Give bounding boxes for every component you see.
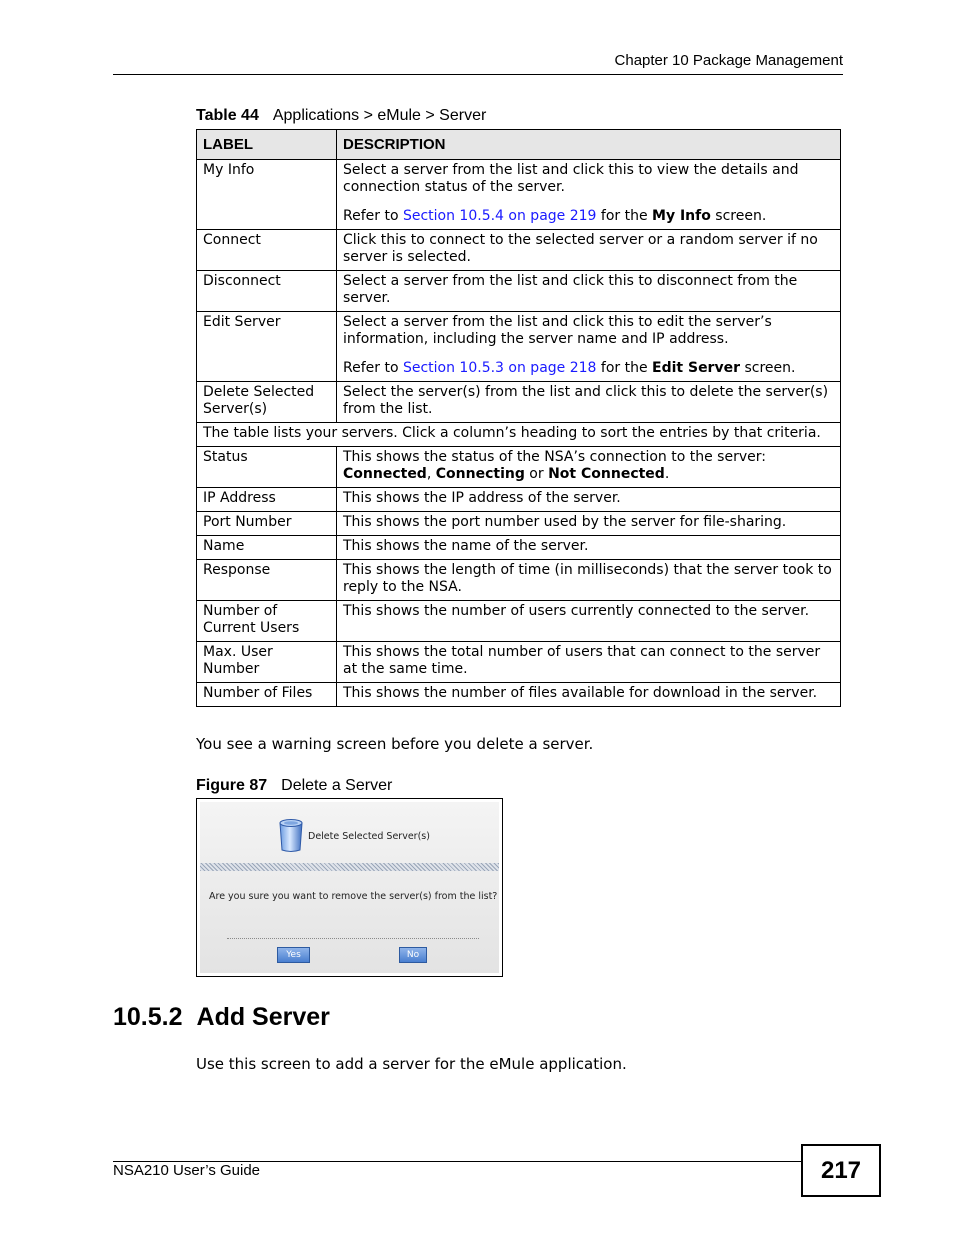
section-link-10-5-4[interactable]: Section 10.5.4 on page 219 bbox=[402, 208, 597, 224]
trash-can-icon bbox=[278, 817, 304, 853]
warning-paragraph: You see a warning screen before you delete a server. bbox=[196, 735, 594, 753]
row-description-text: Select a server from the list and click this to view the details and connection status of the server. bbox=[343, 162, 799, 195]
table-row bbox=[197, 160, 841, 230]
table-span-row bbox=[197, 423, 841, 447]
table-caption-label: Table 44 bbox=[196, 107, 259, 124]
row-label: Edit Server bbox=[197, 312, 337, 382]
row-description: Select the server(s) from the list and click this to delete the server(s) from the list. bbox=[337, 382, 841, 423]
status-desc-text: This shows the status of the NSA’s connection to the server: bbox=[343, 449, 766, 465]
table-caption bbox=[196, 107, 486, 125]
row-description: This shows the total number of users that can connect to the server at the same time. bbox=[337, 642, 841, 683]
dialog-question: Are you sure you want to remove the server(s) from the list? bbox=[209, 891, 498, 902]
dialog-separator bbox=[227, 938, 479, 939]
page-header bbox=[113, 50, 843, 75]
figure-caption bbox=[196, 777, 392, 795]
section-body: Use this screen to add a server for the eMule application. bbox=[196, 1055, 627, 1073]
ref-prefix: Refer to bbox=[343, 360, 403, 376]
description-table bbox=[196, 129, 841, 707]
row-description: Click this to connect to the selected server or a random server if no server is selected. bbox=[337, 230, 841, 271]
ref-prefix: Refer to bbox=[343, 208, 403, 224]
row-label: Number of Files bbox=[197, 683, 337, 707]
section-number: 10.5.2 bbox=[113, 1003, 183, 1031]
status-sep: , bbox=[426, 466, 436, 482]
row-label: Connect bbox=[197, 230, 337, 271]
row-description: This shows the number of users currently connected to the server. bbox=[337, 601, 841, 642]
description-column-header: DESCRIPTION bbox=[337, 130, 841, 160]
row-reference bbox=[343, 208, 834, 225]
dialog-title: Delete Selected Server(s) bbox=[308, 831, 430, 842]
table-row bbox=[197, 312, 841, 382]
table-row bbox=[197, 512, 841, 536]
section-title-text: Add Server bbox=[196, 1003, 330, 1031]
row-label: Delete Selected Server(s) bbox=[197, 382, 337, 423]
no-button[interactable]: No bbox=[399, 947, 427, 963]
chapter-title: Chapter 10 Package Management bbox=[614, 52, 843, 69]
delete-server-dialog bbox=[200, 802, 499, 973]
table-row bbox=[197, 382, 841, 423]
table-row bbox=[197, 536, 841, 560]
table-row bbox=[197, 488, 841, 512]
row-description: This shows the number of files available for download in the server. bbox=[337, 683, 841, 707]
label-column-header: LABEL bbox=[197, 130, 337, 160]
ref-suffix: screen. bbox=[710, 208, 767, 224]
row-label: Response bbox=[197, 560, 337, 601]
row-label: Number of Current Users bbox=[197, 601, 337, 642]
table-caption-text: Applications > eMule > Server bbox=[272, 107, 487, 124]
row-description bbox=[337, 312, 841, 382]
row-description bbox=[337, 447, 841, 488]
row-label: IP Address bbox=[197, 488, 337, 512]
row-label: Status bbox=[197, 447, 337, 488]
row-label: Disconnect bbox=[197, 271, 337, 312]
figure-caption-label: Figure 87 bbox=[196, 777, 268, 794]
status-connecting: Connecting bbox=[435, 466, 525, 482]
table-row bbox=[197, 601, 841, 642]
page-number: 217 bbox=[801, 1144, 881, 1197]
table-row bbox=[197, 642, 841, 683]
table-row bbox=[197, 447, 841, 488]
table-row bbox=[197, 560, 841, 601]
row-label: Name bbox=[197, 536, 337, 560]
row-label: My Info bbox=[197, 160, 337, 230]
status-not-connected: Not Connected bbox=[548, 466, 665, 482]
yes-button[interactable]: Yes bbox=[277, 947, 310, 963]
dialog-divider bbox=[200, 863, 499, 871]
status-sep: or bbox=[524, 466, 549, 482]
ref-screen-name: My Info bbox=[652, 208, 711, 224]
ref-screen-name: Edit Server bbox=[652, 360, 740, 376]
row-description: This shows the IP address of the server. bbox=[337, 488, 841, 512]
figure-screenshot bbox=[196, 798, 503, 977]
row-description: This shows the port number used by the server for file-sharing. bbox=[337, 512, 841, 536]
row-description: Select a server from the list and click this to disconnect from the server. bbox=[337, 271, 841, 312]
row-description: This shows the length of time (in milliseconds) that the server took to reply to the NSA. bbox=[337, 560, 841, 601]
row-label: Max. User Number bbox=[197, 642, 337, 683]
ref-middle: for the bbox=[596, 360, 653, 376]
row-label: Port Number bbox=[197, 512, 337, 536]
table-row bbox=[197, 230, 841, 271]
ref-suffix: screen. bbox=[740, 360, 796, 376]
status-connected: Connected bbox=[343, 466, 427, 482]
footer-guide-title: NSA210 User’s Guide bbox=[113, 1162, 261, 1179]
ref-middle: for the bbox=[596, 208, 653, 224]
status-end: . bbox=[664, 466, 670, 482]
figure-caption-text: Delete a Server bbox=[281, 777, 393, 794]
section-link-10-5-3[interactable]: Section 10.5.3 on page 218 bbox=[402, 360, 597, 376]
row-description-text: Select a server from the list and click this to edit the server’s information, including the server name and IP address. bbox=[343, 314, 772, 347]
table-header-row bbox=[197, 130, 841, 160]
row-reference bbox=[343, 360, 834, 377]
section-heading bbox=[113, 1003, 330, 1032]
row-description bbox=[337, 160, 841, 230]
table-row bbox=[197, 271, 841, 312]
row-description: This shows the name of the server. bbox=[337, 536, 841, 560]
table-row bbox=[197, 683, 841, 707]
table-note: The table lists your servers. Click a column’s heading to sort the entries by that criteria. bbox=[197, 423, 841, 447]
